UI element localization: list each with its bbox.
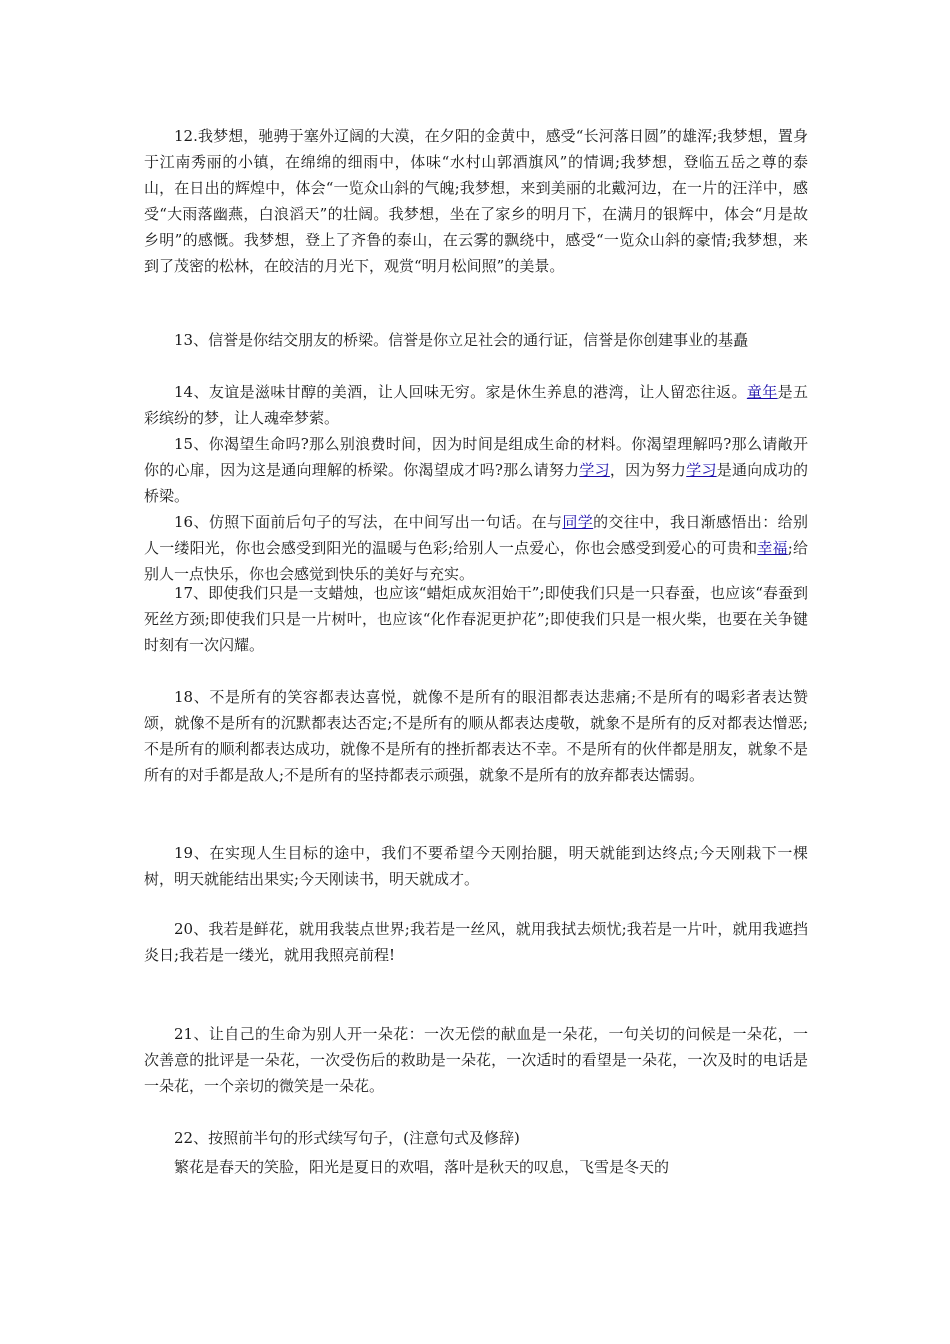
paragraph-14 [144,379,808,431]
link-同学[interactable]: 同学 [562,513,594,531]
link-学习[interactable]: 学习 [579,461,610,479]
paragraph-20 [144,916,808,968]
paragraph-text: 15、你渴望生命吗?那么别浪费时间，因为时间是组成生命的材料。你渴望理解吗?那么请敞开你的心扉，因为这是通向理解的桥梁。你渴望成才吗?那么请努力 [144,435,808,479]
paragraph-text: 繁花是春天的笑脸，阳光是夏日的欢唱，落叶是秋天的叹息，飞雪是冬天的 [174,1158,670,1176]
paragraph-text: ;给别人一点快乐，你也会感觉到快乐的美好与充实。 [144,539,808,583]
paragraph-text: 21、让自己的生命为别人开一朵花：一次无偿的献血是一朵花，一句关切的问候是一朵花，一次善意的批评是一朵花，一次受伤后的救助是一朵花，一次适时的看望是一朵花，一次及时的电话是一朵花，一个亲切的微笑是一朵花。 [144,1025,808,1095]
link-童年[interactable]: 童年 [746,383,778,401]
paragraph-18 [144,684,808,788]
paragraph-21 [144,1021,808,1099]
paragraph-23 [144,1154,808,1180]
paragraph-text: 16、仿照下面前后句子的写法，在中间写出一句话。在与 [174,513,563,531]
link-幸福[interactable]: 幸福 [757,539,788,557]
paragraph-17 [144,580,808,658]
link-学习[interactable]: 学习 [686,461,717,479]
paragraph-text: ，因为努力 [609,461,687,479]
paragraph-text: 的交往中，我日渐感悟出：给别人一缕阳光，你也会感受到阳光的温暖与色彩;给别人一点爱心，你也会感受到爱心的可贵和 [144,513,808,557]
paragraph-13 [144,327,808,353]
paragraph-12 [144,123,808,279]
paragraph-text: 17、即使我们只是一支蜡烛，也应该“蜡炬成灰泪始干”;即使我们只是一只春蚕，也应该“春蚕到死丝方颈;即使我们只是一片树叶，也应该“化作春泥更护花”;即使我们只是一根火柴，也要在关争键时刻有一次闪耀。 [144,584,808,654]
paragraph-text: 14、友谊是滋味甘醇的美酒，让人回味无穷。家是休生养息的港湾，让人留恋往返。 [174,383,747,401]
paragraph-16 [144,509,808,587]
paragraph-text: 18、不是所有的笑容都表达喜悦，就像不是所有的眼泪都表达悲痛;不是所有的喝彩者表达赞颂，就像不是所有的沉默都表达否定;不是所有的顺从都表达虔敬，就象不是所有的反对都表达憎恶;不是所有的顺利都表达成功，就像不是所有的挫折都表达不幸。不是所有的伙伴都是朋友，就象不是所有的对手都是敌人;不是所有的坚持都表示顽强，就象不是所有的放弃都表达懦弱。 [144,688,808,784]
paragraph-text: 是通向成功的桥梁。 [144,461,808,505]
paragraph-19 [144,840,808,892]
paragraph-text: 22、按照前半句的形式续写句子，(注意句式及修辞) [174,1129,520,1147]
paragraph-text: 13、信誉是你结交朋友的桥梁。信誉是你立足社会的通行证，信誉是你创建事业的基矗 [174,331,749,349]
paragraph-text: 19、在实现人生目标的途中，我们不要希望今天刚抬腿，明天就能到达终点;今天刚栽下一棵树，明天就能结出果实;今天刚读书，明天就成才。 [144,844,808,888]
paragraph-15 [144,431,808,509]
paragraph-text: 12.我梦想，驰骋于塞外辽阔的大漠，在夕阳的金黄中，感受“长河落日圆”的雄浑;我梦想，置身于江南秀丽的小镇，在绵绵的细雨中，体味“水村山郭酒旗风”的情调;我梦想，登临五岳之尊的泰山，在日出的辉煌中，体会“一览众山斜的气魄;我梦想，来到美丽的北戴河边，在一片的汪洋中，感受“大雨落幽燕，白浪滔天”的壮阔。我梦想，坐在了家乡的明月下，在满月的银辉中，体会“月是故乡明”的感慨。我梦想，登上了齐鲁的泰山，在云雾的飘绕中，感受“一览众山斜的豪情;我梦想，来到了茂密的松林，在皎洁的月光下，观赏“明月松间照”的美景。 [144,127,808,275]
paragraph-22 [144,1125,808,1151]
paragraph-text: 20、我若是鲜花，就用我装点世界;我若是一丝风，就用我拭去烦忧;我若是一片叶，就用我遮挡炎日;我若是一缕光，就用我照亮前程! [144,920,808,964]
paragraph-text: 是五彩缤纷的梦，让人魂牵梦萦。 [144,383,808,427]
